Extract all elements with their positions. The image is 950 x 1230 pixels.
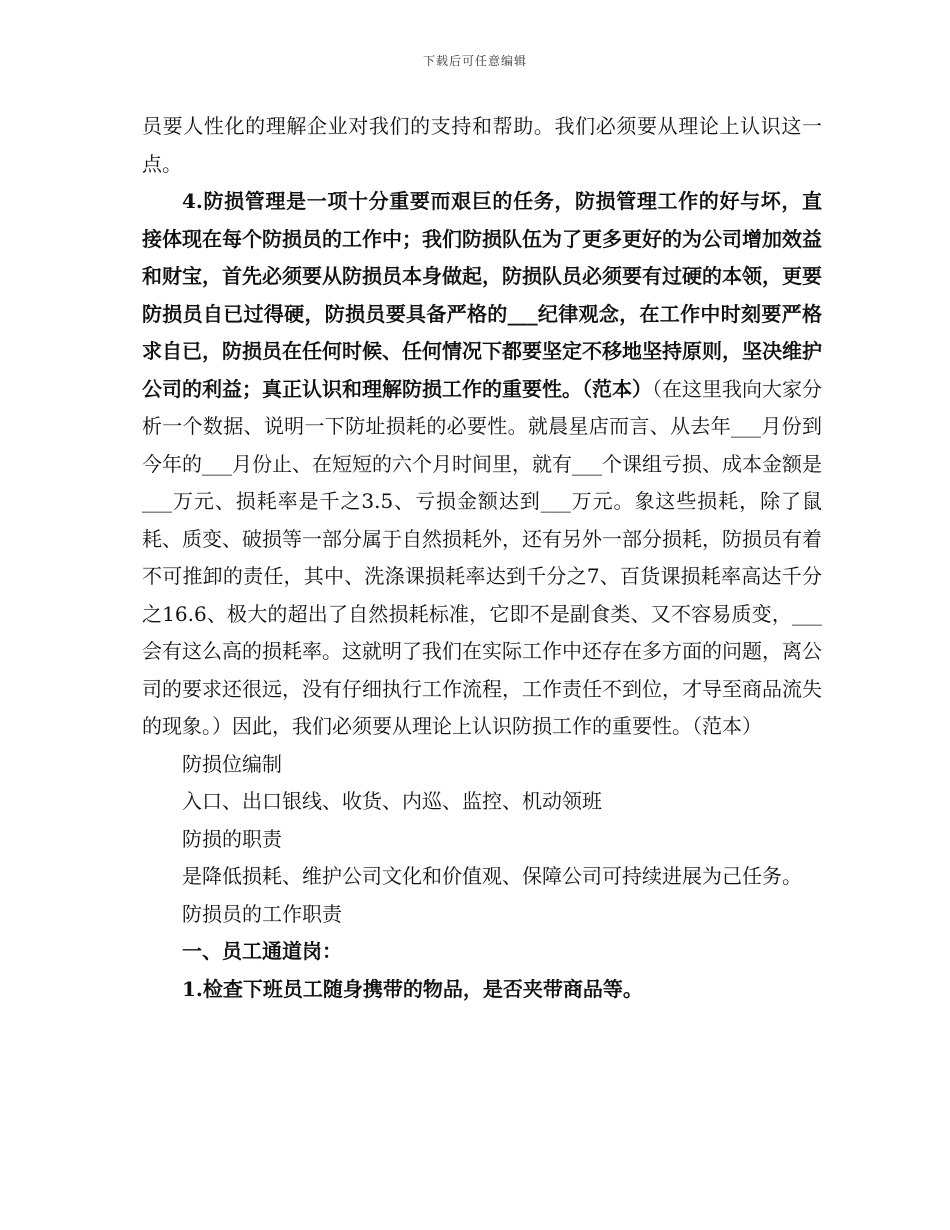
document-body [142,108,822,1008]
paragraph-item-4-detail: （在这里我向大家分析一个数据、说明一下防址损耗的必要性。就晨星店而言、从去年___月份到今年的___月份止、在短短的六个月时间里，就有___个课组亏损、成本金额是___万元、损耗率是千之3.5、亏损金额达到___万元。象这些损耗，除了鼠耗、质变、破损等一部分属于自然损耗外，还有另外一部分损耗，防损员有着不可推卸的责任，其中、洗涤课损耗率达到千分之7、百货课损耗率高达千分之16.6、极大的超出了自然损耗标准，它即不是副食类、又不容易质变，___会有这么高的损耗率。这就明了我们在实际工作中还存在多方面的问题，离公司的要求还很远，没有仔细执行工作流程，工作责任不到位，才导至商品流失的现象。）因此，我们必须要从理论上认识防损工作的重要性。（范本） [142,376,822,738]
heading-job-duties: 防损员的工作职责 [182,901,342,926]
heading-duties: 防损的职责 [182,826,282,851]
duties-text: 是降低损耗、维护公司文化和价值观、保障公司可持续进展为己任务。 [182,864,802,888]
staffing-positions: 入口、出口银线、收货、内巡、监控、机动领班 [182,789,602,813]
section-employee-passage: 一、员工通道岗： [182,939,342,963]
page-header: 下载后可任意编辑 [422,54,527,68]
list-item-1: 1.检查下班员工随身携带的物品，是否夹带商品等。 [182,976,643,1001]
heading-staffing: 防损位编制 [182,751,282,776]
paragraph-continuation: 员要人性化的理解企业对我们的支持和帮助。我们必须要从理论上认识这一点。 [142,114,822,176]
paragraph-item-4 [142,183,822,746]
paragraph-item-4-bold: 4.防损管理是一项十分重要而艰巨的任务，防损管理工作的好与坏，直接体现在每个防损员的工作中；我们防损队伍为了更多更好的为公司增加效益和财宝，首先必须要从防损员本身做起，防损队员必须要有过硬的本领，更要防损员自已过得硬，防损员要具备严格的___纪律观念，在工作中时刻要严格求自已，防损员在任何时候、任何情况下都要坚定不移地坚持原则，坚决维护公司的利益；真正认识和理解防损工作的重要性。（范本） [142,189,822,401]
